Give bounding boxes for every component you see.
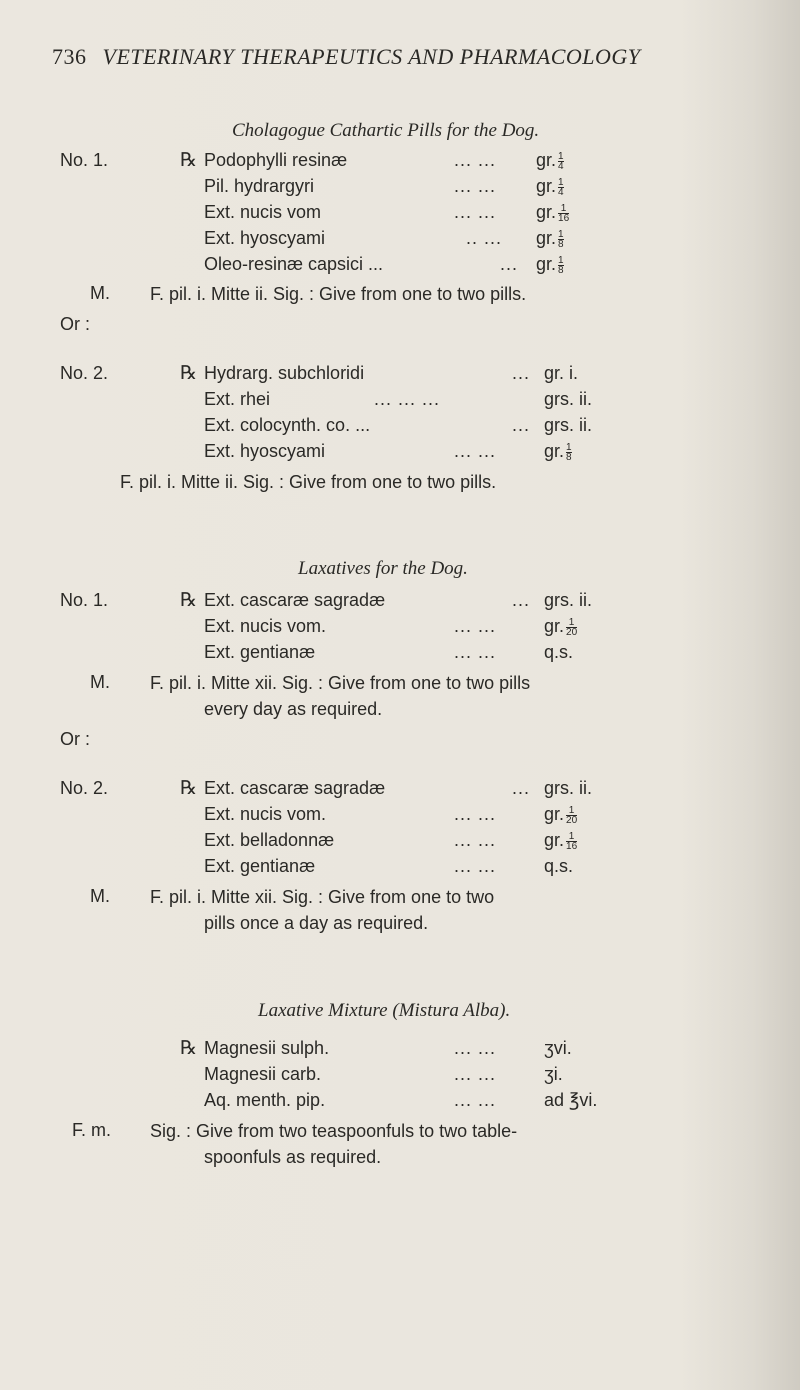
directions-line: F. pil. i. Mitte xii. Sig. : Give from one to two bbox=[150, 887, 495, 907]
directions-line: F. pil. i. Mitte xii. Sig. : Give from one to two pills bbox=[150, 673, 531, 693]
dose-unit: gr. bbox=[536, 176, 557, 196]
ingredient-name: Ext. rhei bbox=[204, 389, 271, 409]
or-label: Or : bbox=[60, 314, 90, 334]
dose-unit: gr. bbox=[536, 150, 557, 170]
section-title-mixture: Laxative Mixture (Mistura Alba). bbox=[258, 1000, 511, 1021]
ingredient-name: Ext. hyoscyami bbox=[204, 441, 326, 461]
ingredient-name: Ext. belladonnæ bbox=[204, 830, 335, 850]
ingredient-name: Ext. gentianæ bbox=[204, 642, 316, 662]
dose-fraction: $\frac{1}{16}$ bbox=[558, 202, 570, 224]
rx-symbol: ℞ bbox=[180, 150, 198, 171]
directions-line: Sig. : Give from two teaspoonfuls to two table- bbox=[150, 1121, 518, 1141]
section-title-laxatives: Laxatives for the Dog. bbox=[298, 558, 468, 579]
ingredient-name: Ext. cascaræ sagradæ bbox=[204, 590, 386, 610]
ingredient-dose: gr. i. bbox=[544, 363, 579, 383]
dose-fraction: $\frac{1}{8}$ bbox=[566, 441, 572, 463]
ingredient-dose: ʒi. bbox=[544, 1064, 563, 1084]
leader-dots: ... bbox=[512, 778, 531, 798]
formula-number: No. 2. bbox=[60, 363, 109, 383]
ingredient-dose bbox=[536, 228, 564, 249]
formula-number: No. 1. bbox=[60, 150, 109, 170]
ingredient-dose: grs. ii. bbox=[544, 778, 593, 798]
dose-unit: gr. bbox=[544, 804, 565, 824]
ingredient-name: Ext. hyoscyami bbox=[204, 228, 326, 248]
dose-fraction: $\frac{1}{4}$ bbox=[558, 150, 564, 172]
ingredient-name: Ext. nucis vom. bbox=[204, 804, 327, 824]
leader-dots: ... ... bbox=[454, 830, 497, 850]
ingredient-name: Magnesii sulph. bbox=[204, 1038, 330, 1058]
leader-dots: ... ... bbox=[454, 150, 497, 170]
ingredient-name: Ext. nucis vom. bbox=[204, 616, 327, 636]
ingredient-dose bbox=[536, 254, 564, 275]
ingredient-dose bbox=[544, 804, 577, 825]
dose-unit: gr. bbox=[544, 441, 565, 461]
leader-dots: ... ... bbox=[454, 176, 497, 196]
running-header bbox=[52, 44, 772, 70]
ingredient-name: Ext. gentianæ bbox=[204, 856, 316, 876]
method-label: F. m. bbox=[72, 1120, 111, 1140]
leader-dots: ... ... ... bbox=[374, 389, 441, 409]
ingredient-dose: ʒvi. bbox=[544, 1038, 572, 1058]
leader-dots: ... ... bbox=[454, 856, 497, 876]
ingredient-dose bbox=[536, 150, 564, 171]
ingredient-dose: q.s. bbox=[544, 642, 574, 662]
rx-symbol: ℞ bbox=[180, 590, 198, 611]
formula-number: No. 2. bbox=[60, 778, 109, 798]
ingredient-dose: q.s. bbox=[544, 856, 574, 876]
dose-unit: gr. bbox=[544, 616, 565, 636]
section-title-cholagogue: Cholagogue Cathartic Pills for the Dog. bbox=[232, 120, 540, 141]
directions-line: spoonfuls as required. bbox=[204, 1147, 382, 1167]
rx-symbol: ℞ bbox=[180, 778, 198, 799]
ingredient-dose bbox=[536, 202, 569, 223]
leader-dots: ... ... bbox=[454, 804, 497, 824]
dose-fraction: $\frac{1}{20}$ bbox=[566, 616, 578, 638]
method-label: M. bbox=[90, 283, 110, 303]
leader-dots: ... ... bbox=[454, 642, 497, 662]
ingredient-dose bbox=[544, 441, 572, 462]
ingredient-dose bbox=[536, 176, 564, 197]
leader-dots: .. ... bbox=[466, 228, 503, 248]
leader-dots: ... bbox=[512, 590, 531, 610]
ingredient-name: Magnesii carb. bbox=[204, 1064, 322, 1084]
ingredient-name: Pil. hydrargyri bbox=[204, 176, 315, 196]
leader-dots: ... bbox=[512, 415, 531, 435]
ingredient-name: Hydrarg. subchloridi bbox=[204, 363, 365, 383]
ingredient-dose bbox=[544, 830, 577, 851]
ingredient-name: Ext. colocynth. co. ... bbox=[204, 415, 371, 435]
ingredient-name: Oleo-resinæ capsici ... bbox=[204, 254, 384, 274]
leader-dots: ... ... bbox=[454, 441, 497, 461]
ingredient-dose: ad ℥vi. bbox=[544, 1090, 598, 1110]
leader-dots: ... bbox=[512, 363, 531, 383]
leader-dots: ... ... bbox=[454, 1038, 497, 1058]
directions: F. pil. i. Mitte ii. Sig. : Give from one to two pills. bbox=[150, 284, 527, 304]
dose-unit: gr. bbox=[536, 228, 557, 248]
ingredient-name: Podophylli resinæ bbox=[204, 150, 348, 170]
directions: F. pil. i. Mitte ii. Sig. : Give from one to two pills. bbox=[120, 472, 497, 492]
leader-dots: ... ... bbox=[454, 202, 497, 222]
running-title: VETERINARY THERAPEUTICS AND PHARMACOLOGY bbox=[102, 44, 641, 69]
ingredient-dose: grs. ii. bbox=[544, 590, 593, 610]
dose-fraction: $\frac{1}{8}$ bbox=[558, 228, 564, 250]
dose-unit: gr. bbox=[536, 254, 557, 274]
ingredient-name: Ext. nucis vom bbox=[204, 202, 322, 222]
formula-number: No. 1. bbox=[60, 590, 109, 610]
method-label: M. bbox=[90, 886, 110, 906]
dose-unit: gr. bbox=[544, 830, 565, 850]
dose-fraction: $\frac{1}{20}$ bbox=[566, 804, 578, 826]
rx-symbol: ℞ bbox=[180, 1038, 198, 1059]
rx-symbol: ℞ bbox=[180, 363, 198, 384]
leader-dots: ... bbox=[500, 254, 519, 274]
ingredient-name: Aq. menth. pip. bbox=[204, 1090, 326, 1110]
dose-fraction: $\frac{1}{16}$ bbox=[566, 830, 578, 852]
leader-dots: ... ... bbox=[454, 1090, 497, 1110]
leader-dots: ... ... bbox=[454, 616, 497, 636]
ingredient-dose bbox=[544, 616, 577, 637]
dose-fraction: $\frac{1}{8}$ bbox=[558, 254, 564, 276]
directions-line: every day as required. bbox=[204, 699, 383, 719]
dose-fraction: $\frac{1}{4}$ bbox=[558, 176, 564, 198]
directions-line: pills once a day as required. bbox=[204, 913, 429, 933]
method-label: M. bbox=[90, 672, 110, 692]
ingredient-name: Ext. cascaræ sagradæ bbox=[204, 778, 386, 798]
page-number: 736 bbox=[52, 44, 87, 69]
dose-unit: gr. bbox=[536, 202, 557, 222]
leader-dots: ... ... bbox=[454, 1064, 497, 1084]
ingredient-dose: grs. ii. bbox=[544, 389, 593, 409]
or-label: Or : bbox=[60, 729, 90, 749]
ingredient-dose: grs. ii. bbox=[544, 415, 593, 435]
